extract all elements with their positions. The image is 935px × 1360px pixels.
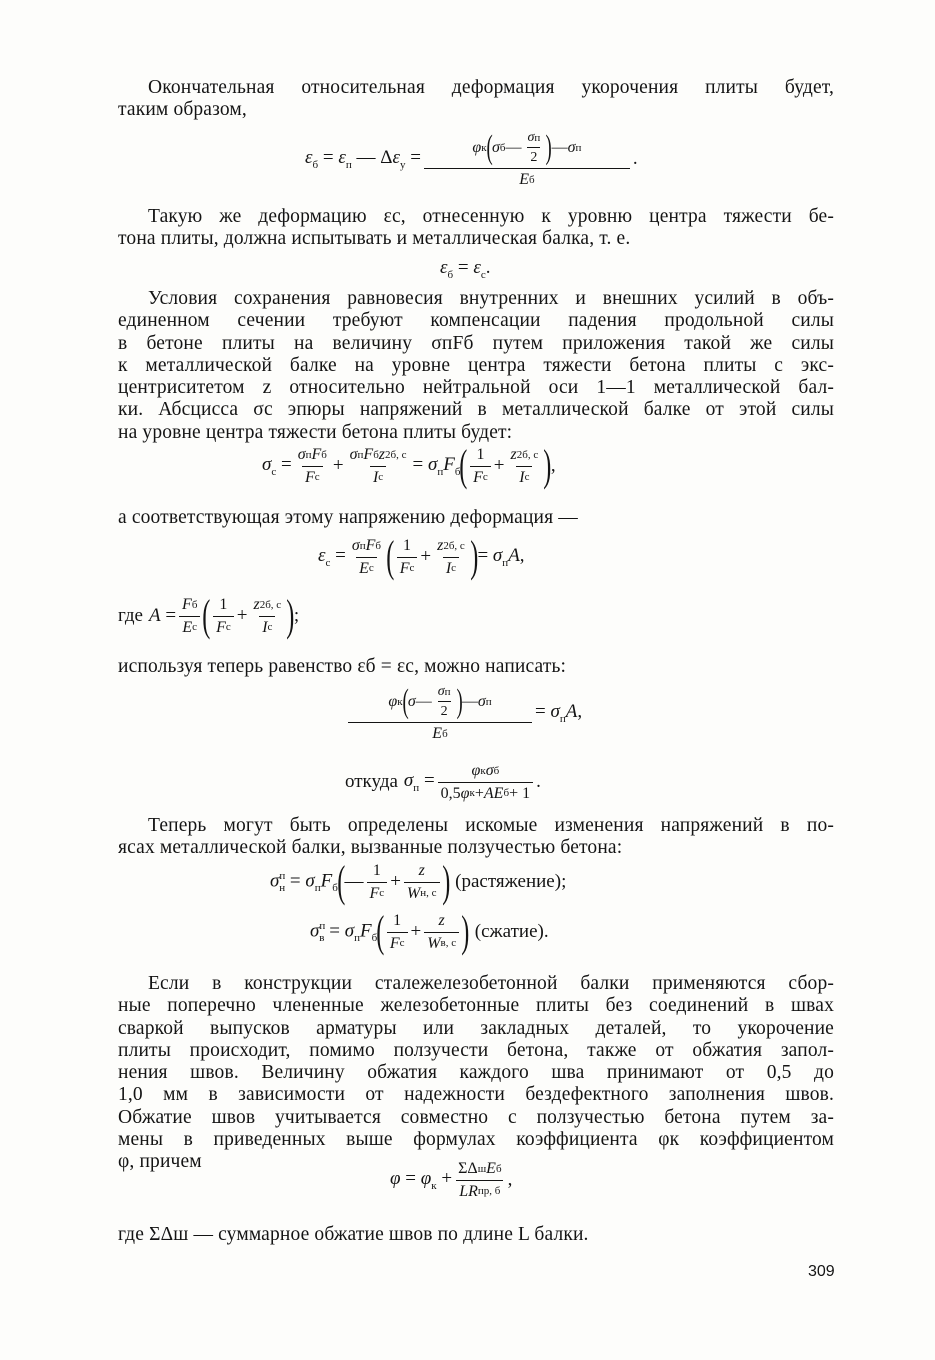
paragraph-equilibrium bbox=[118, 288, 834, 444]
text-line: в бетоне плиты на величину σпFб путем приложения такой же силы bbox=[118, 332, 834, 354]
equation-equality: φ к ( σ — σ п 2 ) — σ п E б = $\sigma_пA$, bbox=[345, 684, 582, 742]
text-line: ные поперечно члененные железобетонные плиты без соединений в швах bbox=[118, 995, 834, 1017]
equation-phi: $\varphi = \varphi_к$ + ΣΔ ш E б LR пр, б , bbox=[390, 1160, 513, 1200]
tension-label: (растяжение); bbox=[455, 870, 567, 892]
equation-epsilon-equal: $\varepsilon_б = \varepsilon_с$. bbox=[440, 257, 491, 281]
text-line: единенном сечении требуют компенсации падения продольной силы bbox=[118, 310, 834, 332]
text-line: Если в конструкции сталежелезобетонной балки применяются сбор- bbox=[148, 973, 834, 994]
whence-label: откуда bbox=[345, 770, 398, 792]
paragraph-prefab-slabs bbox=[118, 973, 834, 1174]
equation-sigma-p: откуда $\sigma_п$ = φ к σ б 0,5 φ к + AE б + 1 . bbox=[345, 762, 541, 802]
compression-label: (сжатие). bbox=[474, 920, 549, 942]
text-line: Окончательная относительная деформация укорочения плиты будет, bbox=[148, 77, 834, 98]
paragraph-same-deformation bbox=[118, 206, 834, 251]
equation-A-definition: где A = F б E с ( 1 F с + z 2 б, с I с ) ; bbox=[118, 591, 300, 641]
text-line: Условия сохранения равновесия внутренних и внешних усилий в объ- bbox=[148, 288, 834, 309]
text-line: Такую же деформацию εс, отнесенную к уровню центра тяжести бе- bbox=[148, 206, 834, 227]
equation-sigma-c: $\sigma_с$ = σ п F б F с + σ п F б z 2 б, с I с = $\sigma_пF_б$ ( 1 F с + z 2 б, с I с ) , bbox=[262, 441, 556, 491]
text-line: Теперь могут быть определены искомые изменения напряжений в по- bbox=[148, 815, 834, 836]
paragraph-final-deformation bbox=[118, 77, 834, 122]
paragraph-using-equality bbox=[118, 656, 834, 678]
text-line: тона плиты, должна испытывать и металлическая балка, т. е. bbox=[118, 228, 631, 250]
page-number: 309 bbox=[808, 1263, 835, 1280]
equation-epsilon-b: $\varepsilon_б = \varepsilon_п$ — $\Delta\varepsilon_у$ = φ к ( σ б — σ п 2 ) — σ п E б . bbox=[305, 128, 638, 188]
text-line: нения швов. Величину обжатия каждого шва принимают от 0,5 до bbox=[118, 1062, 834, 1084]
text-line: сваркой выпусков арматуры или закладных деталей, то укорочение bbox=[118, 1017, 834, 1039]
text-line: плиты происходит, помимо ползучести бетона, также от обжатия запол- bbox=[118, 1039, 834, 1061]
equation-sigma-upper-flange: $\sigma^п_в = \sigma_пF_б$ ( 1 F с + z W в, с ) (сжатие). bbox=[310, 907, 549, 957]
text-line: к металлической балке на уровне центра тяжести бетона плиты с экс- bbox=[118, 354, 834, 376]
text-line: ки. Абсцисса σс эпюры напряжений в металлической балке от этой силы bbox=[118, 399, 834, 421]
text-line: ясах металлической балки, вызванные ползучестью бетона: bbox=[118, 837, 623, 859]
text-line: 1,0 мм в зависимости от надежности бездефектного заполнения швов. bbox=[118, 1084, 834, 1106]
where-label: где bbox=[118, 604, 143, 626]
text-line: φ, причем bbox=[118, 1151, 202, 1173]
text-line: а соответствующая этому напряжению деформация — bbox=[118, 507, 578, 528]
text-line: центриситетом z относительно нейтральной оси 1—1 металлической бал- bbox=[118, 377, 834, 399]
text-line: используя теперь равенство εб = εс, можно написать: bbox=[118, 656, 567, 677]
equation-sigma-lower-flange: $\sigma^п_н = \sigma_пF_б$ ( — 1 F с + z W н, с ) (растяжение); bbox=[270, 857, 567, 907]
equation-epsilon-c: $\varepsilon_с$ = σ п F б E с ( 1 F с + z 2 б, с I с ) = $\sigma_пA$, bbox=[318, 532, 525, 582]
paragraph-corresponding bbox=[118, 507, 834, 529]
paragraph-total-compression bbox=[118, 1224, 834, 1246]
text-line: таким образом, bbox=[118, 99, 247, 121]
text-line: где ΣΔш — суммарное обжатие швов по длине L балки. bbox=[118, 1224, 589, 1245]
text-line: мены в приведенных выше формулах коэффициента φк коэффициентом bbox=[118, 1129, 834, 1151]
text-line: на уровне центра тяжести бетона плиты будет: bbox=[118, 421, 513, 443]
text-line: Обжатие швов учитывается совместно с ползучестью бетона путем за- bbox=[118, 1106, 834, 1128]
paragraph-stress-changes bbox=[118, 815, 834, 860]
